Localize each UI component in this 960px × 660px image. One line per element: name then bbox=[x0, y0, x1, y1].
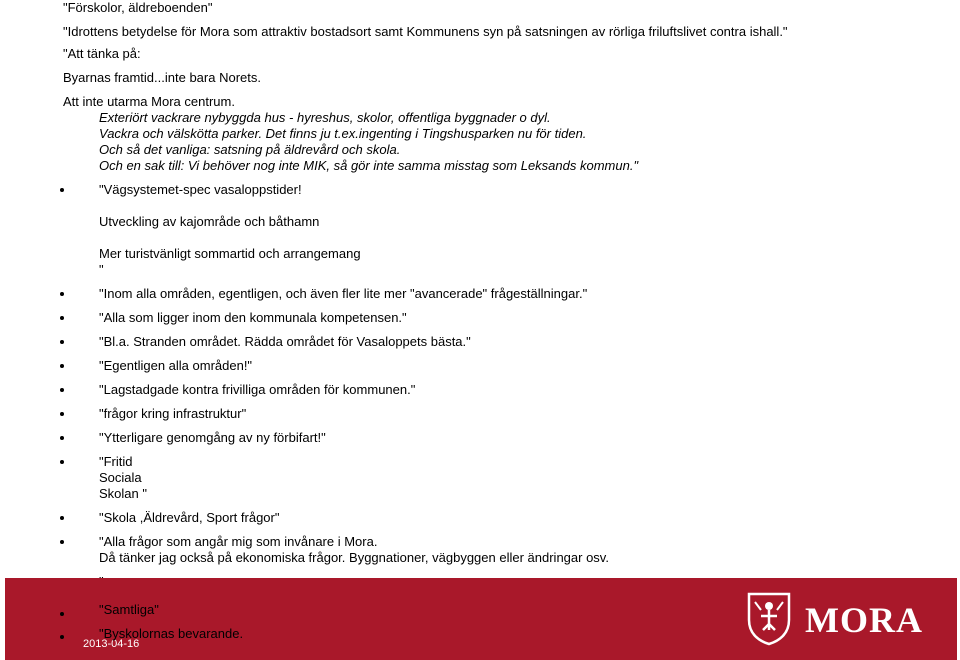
bullet bbox=[60, 364, 64, 368]
text-line: "Förskolor, äldreboenden" bbox=[63, 0, 213, 15]
list-item: "Skola ,Äldrevård, Sport frågor" bbox=[99, 510, 280, 525]
bullet bbox=[60, 316, 64, 320]
text-line: Att inte utarma Mora centrum. bbox=[63, 94, 235, 109]
bullet bbox=[60, 540, 64, 544]
text-line: "Idrottens betydelse för Mora som attraktiv bostadsort samt Kommunens syn på satsningen av rörliga friluftslivet contra ishall." bbox=[63, 24, 788, 39]
mora-coat-of-arms-icon bbox=[745, 590, 793, 646]
list-item: "Bl.a. Stranden området. Rädda området för Vasaloppets bästa." bbox=[99, 334, 471, 349]
bullet bbox=[60, 412, 64, 416]
list-item: "Lagstadgade kontra frivilliga områden för kommunen." bbox=[99, 382, 416, 397]
list-item: "Alla som ligger inom den kommunala kompetensen." bbox=[99, 310, 407, 325]
mora-logo-text: MORA bbox=[805, 600, 923, 640]
list-item: "Egentligen alla områden!" bbox=[99, 358, 253, 373]
text-line: Skolan " bbox=[99, 486, 147, 501]
bullet bbox=[60, 340, 64, 344]
list-item: "Fritid bbox=[99, 454, 133, 469]
list-item: "Samtliga" bbox=[99, 602, 159, 617]
footer-date: 2013-04-16 bbox=[83, 638, 140, 650]
list-item: "Inom alla områden, egentligen, och även fler lite mer "avancerade" frågeställningar." bbox=[99, 286, 588, 301]
text-line: Och en sak till: Vi behöver nog inte MIK, så gör inte samma misstag som Leksands kommun." bbox=[99, 158, 639, 173]
text-line: Sociala bbox=[99, 470, 142, 485]
text-line: Mer turistvänligt sommartid och arrangemang bbox=[99, 246, 361, 261]
text-line: "Att tänka på: bbox=[63, 46, 141, 61]
text-line: Exteriört vackrare nybyggda hus - hyreshus, skolor, offentliga byggnader o dyl. bbox=[99, 110, 551, 125]
bullet bbox=[60, 612, 64, 616]
bullet bbox=[60, 188, 64, 192]
bullet bbox=[60, 460, 64, 464]
text-line: Då tänker jag också på ekonomiska frågor. Byggnationer, vägbyggen eller ändringar osv. bbox=[99, 550, 609, 565]
bullet bbox=[60, 388, 64, 392]
list-item: "Vägsystemet-spec vasaloppstider! bbox=[99, 182, 302, 197]
footer-band bbox=[5, 578, 957, 660]
text-line: Byarnas framtid...inte bara Norets. bbox=[63, 70, 261, 85]
text-line: Utveckling av kajområde och båthamn bbox=[99, 214, 320, 229]
list-item: "Byskolornas bevarande. bbox=[99, 626, 244, 641]
list-item: "Ytterligare genomgång av ny förbifart!" bbox=[99, 430, 326, 445]
text-line: " bbox=[99, 262, 104, 277]
list-item: "frågor kring infrastruktur" bbox=[99, 406, 247, 421]
text-line: Vackra och välskötta parker. Det finns ju t.ex.ingenting i Tingshusparken nu för tiden. bbox=[99, 126, 587, 141]
bullet bbox=[60, 292, 64, 296]
list-item: "Alla frågor som angår mig som invånare i Mora. bbox=[99, 534, 378, 549]
bullet bbox=[60, 635, 64, 639]
bullet bbox=[60, 516, 64, 520]
text-line: Och så det vanliga: satsning på äldrevård och skola. bbox=[99, 142, 401, 157]
bullet bbox=[60, 436, 64, 440]
